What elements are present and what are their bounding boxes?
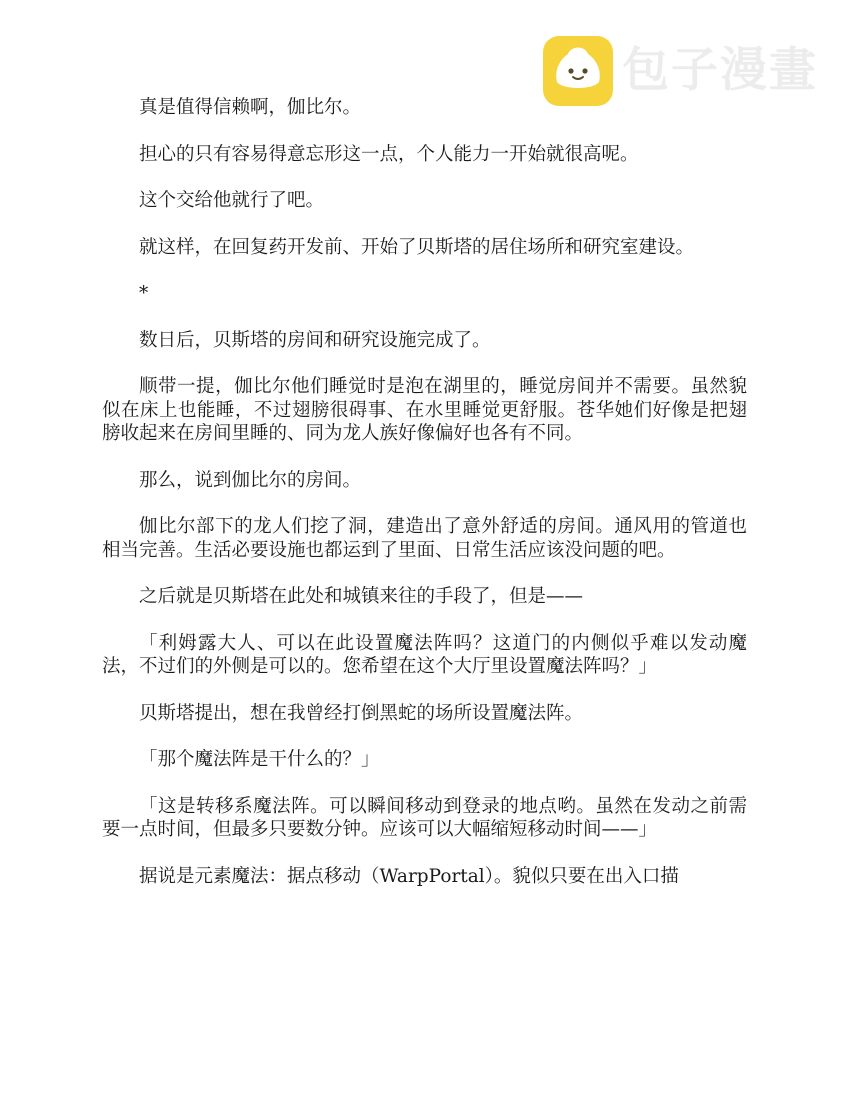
paragraph: 数日后，贝斯塔的房间和研究设施完成了。 — [139, 329, 491, 351]
paragraph: 据说是元素魔法：据点移动（WarpPortal）。貌似只要在出入口描 — [139, 865, 679, 887]
dialogue-paragraph: 「那个魔法阵是干什么的？」 — [139, 749, 380, 770]
novel-text-body — [102, 96, 747, 911]
paragraph: 真是值得信赖啊，伽比尔。 — [139, 97, 362, 118]
paragraph: 伽比尔部下的龙人们挖了洞，建造出了意外舒适的房间。通风用的管道也相当完善。生活必要设施也都运到了里面、日常生活应该没问题的吧。 — [102, 516, 747, 561]
paragraph: 之后就是贝斯塔在此处和城镇来往的手段了，但是—— — [139, 586, 584, 607]
paragraph: 贝斯塔提出，想在我曾经打倒黑蛇的场所设置魔法阵。 — [139, 702, 584, 724]
scene-break-asterisk: * — [139, 283, 149, 304]
watermark-text: 包子漫畫 — [622, 43, 818, 98]
paragraph: 就这样，在回复药开发前、开始了贝斯塔的居住场所和研究室建设。 — [139, 236, 695, 258]
dialogue-paragraph: 「这是转移系魔法阵。可以瞬间移动到登录的地点哟。虽然在发动之前需要一点时间，但最多只要数分钟。应该可以大幅缩短移动时间——」 — [102, 795, 747, 840]
dialogue-paragraph: 「利姆露大人、可以在此设置魔法阵吗？这道门的内侧似乎难以发动魔法，不过们的外侧是可以的。您希望在这个大厅里设置魔法阵吗？」 — [102, 632, 747, 677]
paragraph: 顺带一提，伽比尔他们睡觉时是泡在湖里的，睡觉房间并不需要。虽然貌似在床上也能睡，不过翅膀很碍事、在水里睡觉更舒服。苍华她们好像是把翅膀收起来在房间里睡的、同为龙人族好像偏好也各有不同。 — [102, 376, 747, 444]
paragraph: 这个交给他就行了吧。 — [139, 190, 325, 211]
paragraph: 担心的只有容易得意忘形这一点，个人能力一开始就很高呢。 — [139, 143, 639, 165]
paragraph: 那么，说到伽比尔的房间。 — [139, 469, 362, 491]
